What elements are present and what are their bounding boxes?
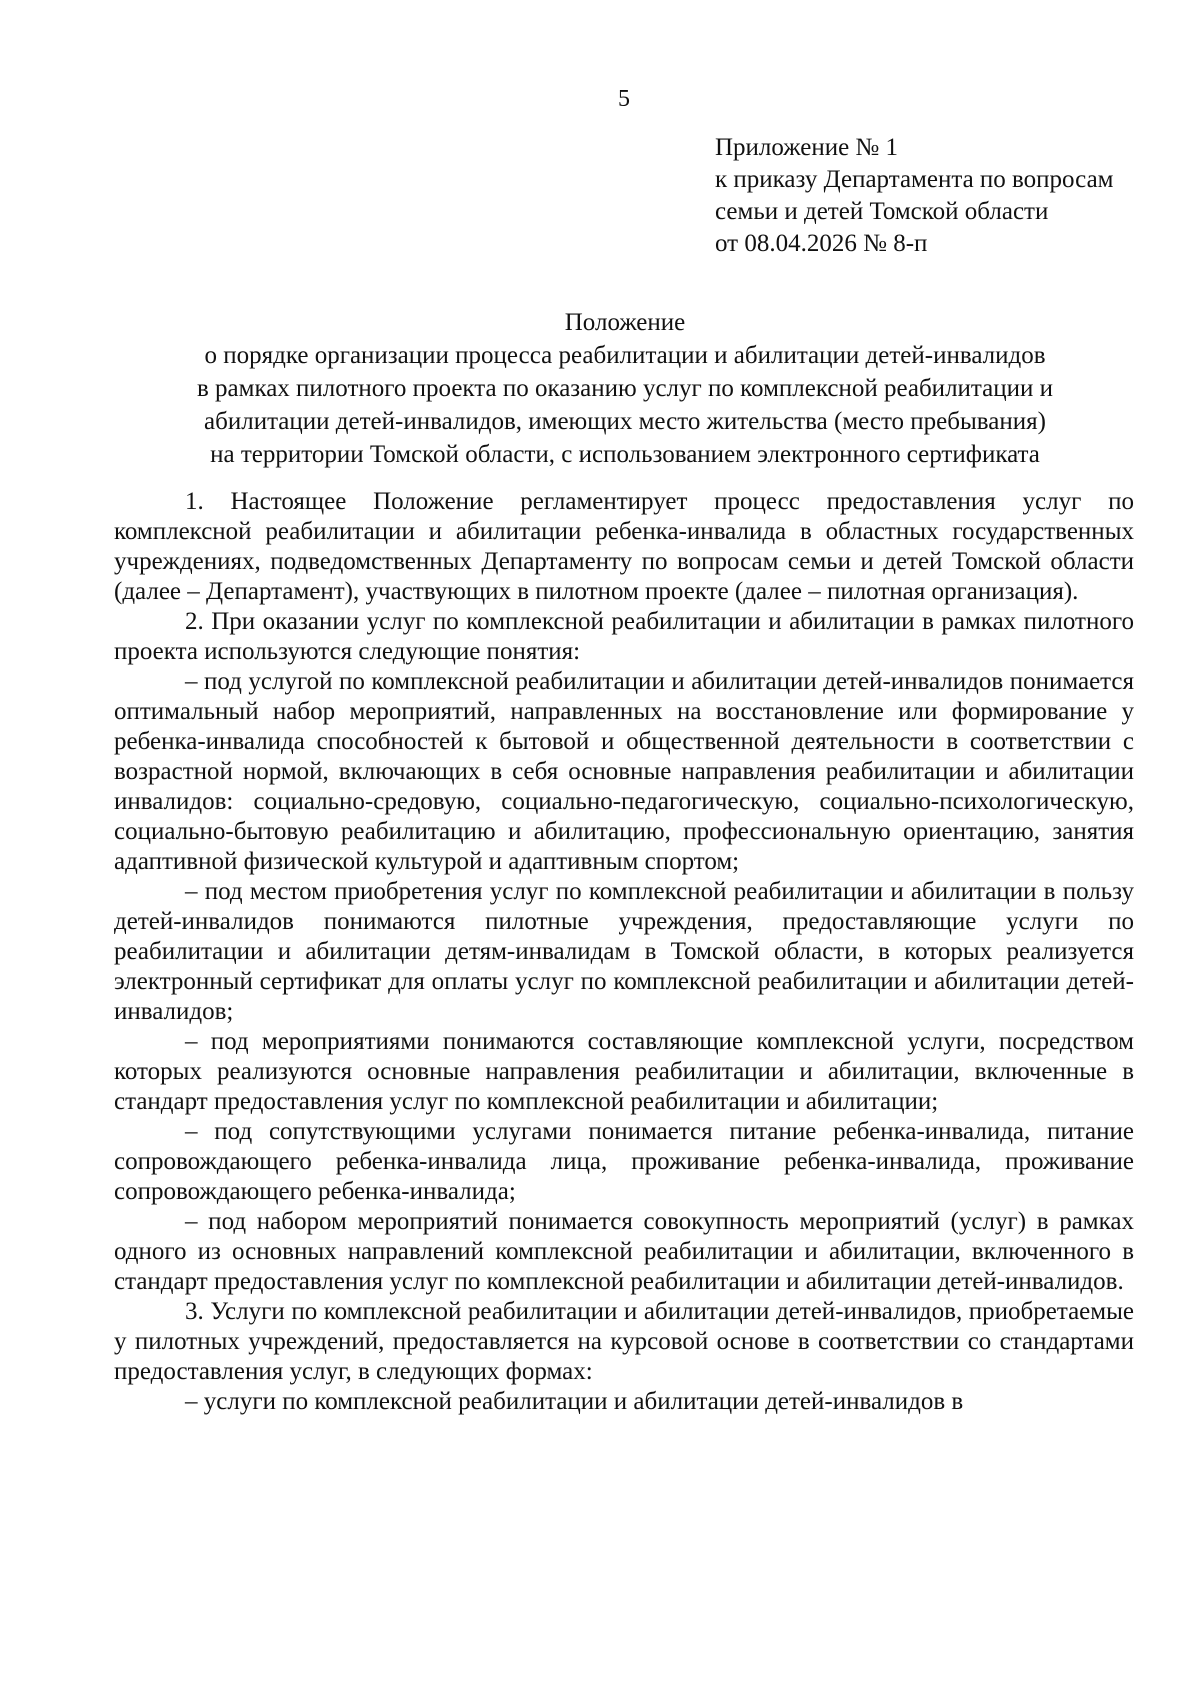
appendix-line: от 08.04.2026 № 8-п	[715, 230, 928, 257]
appendix-line: к приказу Департамента по вопросам	[715, 166, 1114, 193]
page-number: 5	[618, 86, 630, 112]
paragraph: 3. Услуги по комплексной реабилитации и абилитации детей-инвалидов, приобретаемые у пилотных учреждений, предоставляется на курсовой основе в соответствии со стандартами предоставления услуг, в следующих формах:	[114, 1298, 1134, 1385]
title-line: на территории Томской области, с использованием электронного сертификата	[210, 441, 1040, 468]
title-line: абилитации детей-инвалидов, имеющих место жительства (место пребывания)	[204, 408, 1046, 435]
document-title	[115, 306, 1135, 471]
appendix-line: Приложение № 1	[715, 134, 899, 161]
document-body	[114, 487, 1134, 1417]
appendix-header	[715, 132, 1114, 260]
paragraph: – услуги по комплексной реабилитации и абилитации детей-инвалидов в	[185, 1388, 964, 1415]
title-line: в рамках пилотного проекта по оказанию услуг по комплексной реабилитации и	[196, 375, 1054, 402]
title-line: о порядке организации процесса реабилитации и абилитации детей-инвалидов	[204, 342, 1046, 369]
paragraph: – под набором мероприятий понимается совокупность мероприятий (услуг) в рамках одного из основных направлений комплексной реабилитации и абилитации, включенного в стандарт предоставления услуг по комплексной реабилитации и абилитации детей-инвалидов.	[114, 1208, 1134, 1295]
paragraph: – под услугой по комплексной реабилитации и абилитации детей-инвалидов понимается оптимальный набор мероприятий, направленных на восстановление или формирование у ребенка-инвалида способностей к бытовой и общественной деятельности в соответствии с возрастной нормой, включающих в себя основные направления реабилитации и абилитации инвалидов: социально-средовую, социально-педагогическую, социально-психологическую, социально-бытовую реабилитацию и абилитацию, профессиональную ориентацию, занятия адаптивной физической культурой и адаптивным спортом;	[114, 668, 1134, 875]
title-heading: Положение	[564, 309, 686, 336]
paragraph: 2. При оказании услуг по комплексной реабилитации и абилитации в рамках пилотного проекта используются следующие понятия:	[114, 608, 1134, 665]
appendix-line: семьи и детей Томской области	[715, 198, 1049, 225]
paragraph: – под сопутствующими услугами понимается питание ребенка-инвалида, питание сопровождающего ребенка-инвалида лица, проживание ребенка-инвалида, проживание сопровождающего ребенка-инвалида;	[114, 1118, 1134, 1205]
paragraph: – под местом приобретения услуг по комплексной реабилитации и абилитации в пользу детей-инвалидов понимаются пилотные учреждения, предоставляющие услуги по реабилитации и абилитации детям-инвалидам в Томской области, в которых реализуется электронный сертификат для оплаты услуг по комплексной реабилитации и абилитации детей-инвалидов;	[114, 878, 1134, 1025]
paragraph: 1. Настоящее Положение регламентирует процесс предоставления услуг по комплексной реабилитации и абилитации ребенка-инвалида в областных государственных учреждениях, подведомственных Департаменту по вопросам семьи и детей Томской области (далее – Департамент), участвующих в пилотном проекте (далее – пилотная организация).	[114, 488, 1134, 605]
paragraph: – под мероприятиями понимаются составляющие комплексной услуги, посредством которых реализуются основные направления реабилитации и абилитации, включенные в стандарт предоставления услуг по комплексной реабилитации и абилитации;	[114, 1028, 1134, 1115]
